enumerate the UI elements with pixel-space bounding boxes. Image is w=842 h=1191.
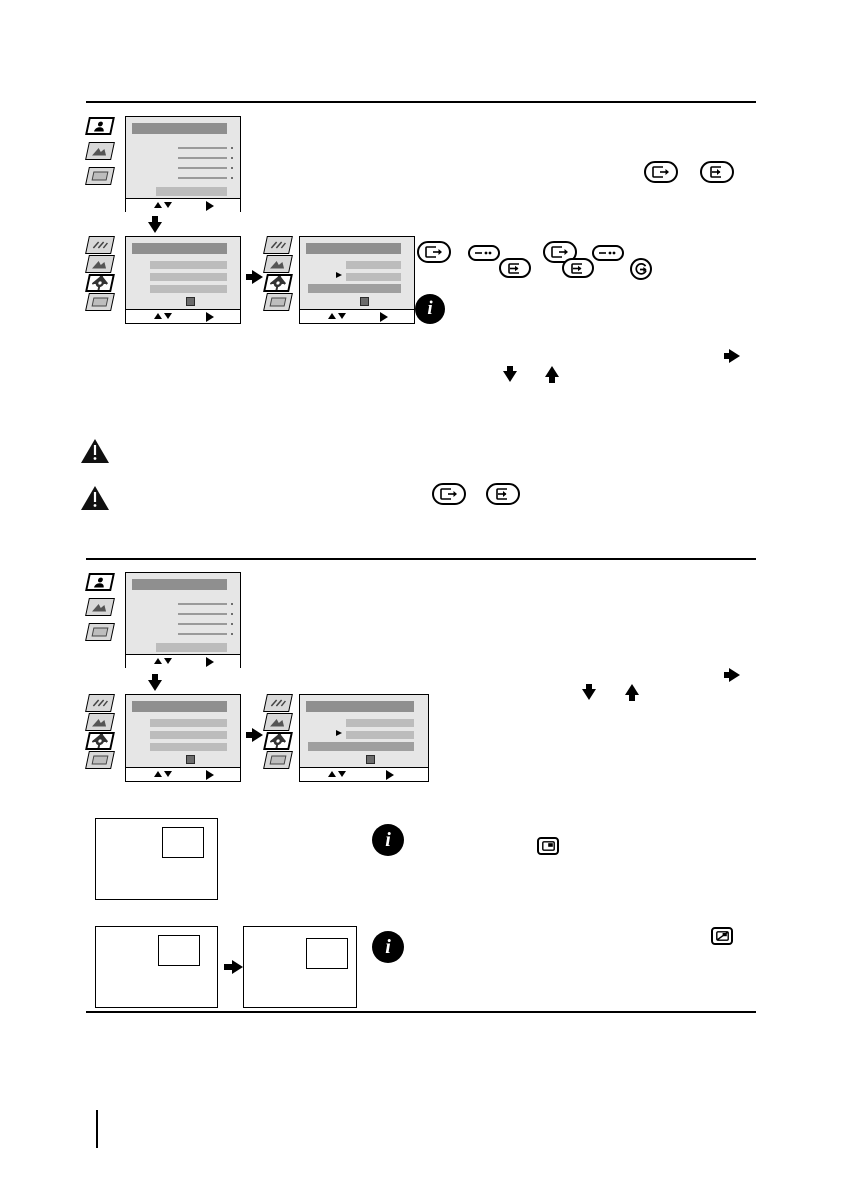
osd-marker	[231, 623, 233, 625]
osd-row	[150, 285, 227, 293]
osd-highlight-row	[308, 284, 401, 293]
person-icon	[88, 575, 113, 589]
nav-down-icon	[164, 313, 172, 319]
gear-icon	[88, 276, 113, 290]
screen-icon	[264, 294, 291, 310]
osd-row	[150, 719, 227, 727]
nav-up-icon	[154, 658, 162, 664]
osd-main-bottom	[125, 572, 241, 668]
nav-right-icon	[206, 657, 214, 667]
osd-row	[346, 273, 401, 281]
note-icon	[86, 599, 113, 615]
tile-b[interactable]	[85, 713, 115, 731]
info-badge-pip: i	[372, 824, 404, 856]
osd-selected-row	[156, 187, 227, 196]
nav-up-icon	[328, 313, 336, 319]
lines-icon	[264, 237, 291, 253]
key-step-1a[interactable]	[417, 241, 451, 263]
nav-down-icon	[164, 202, 172, 208]
info-badge: i	[415, 294, 445, 324]
input-arrow-in-icon	[708, 166, 726, 178]
pip-window	[306, 938, 348, 969]
nav-up-icon	[154, 313, 162, 319]
lines-icon	[264, 695, 291, 711]
tile-picture[interactable]	[85, 117, 115, 135]
tile-sound[interactable]	[85, 598, 115, 616]
info-badge-swap: i	[372, 931, 404, 963]
note-icon	[264, 256, 291, 272]
osd-title-bar	[132, 579, 227, 590]
osd-marker	[231, 603, 233, 605]
screen-icon	[264, 752, 291, 768]
key-step-1b[interactable]	[468, 245, 500, 261]
osd-row	[150, 261, 227, 269]
osd-cursor	[366, 755, 375, 764]
osd-footer	[300, 309, 414, 323]
tile-setup[interactable]	[263, 732, 293, 750]
nav-down-icon	[338, 313, 346, 319]
nav-down-icon	[164, 658, 172, 664]
gear-icon	[88, 734, 113, 748]
pip-swap-icon	[716, 931, 729, 941]
osd-footer	[300, 767, 428, 781]
osd-item-line	[178, 177, 227, 179]
tile-picture[interactable]	[85, 573, 115, 591]
key-step-2d[interactable]	[630, 258, 652, 280]
tile-d[interactable]	[85, 293, 115, 311]
osd-marker	[231, 613, 233, 615]
tile-setup[interactable]	[263, 274, 293, 292]
tile-b[interactable]	[85, 255, 115, 273]
tile-a[interactable]	[85, 236, 115, 254]
osd-item-line	[178, 147, 227, 149]
osd-row	[150, 743, 227, 751]
screen-pip-before	[95, 926, 218, 1008]
key-pip[interactable]	[537, 837, 559, 855]
input-arrow-in-icon	[507, 263, 524, 274]
tile-setup[interactable]	[85, 274, 115, 292]
nav-up-icon	[328, 771, 336, 777]
gear-icon	[266, 734, 291, 748]
menu-dots-icon	[474, 249, 494, 257]
osd-title-bar	[132, 701, 227, 712]
osd-marker	[231, 157, 233, 159]
pip-window-icon	[542, 841, 555, 851]
nav-down-icon	[164, 771, 172, 777]
nav-right-icon	[206, 312, 214, 322]
osd-submenu-right-2	[299, 694, 429, 782]
tile-screen[interactable]	[85, 623, 115, 641]
osd-item-line	[178, 157, 227, 159]
osd-marker	[231, 147, 233, 149]
note-icon	[86, 143, 113, 159]
nav-right-icon	[206, 201, 214, 211]
tile-d[interactable]	[263, 751, 293, 769]
tile-setup[interactable]	[85, 732, 115, 750]
screen-icon	[86, 294, 113, 310]
menu-dots-icon	[598, 249, 618, 257]
osd-item-line	[178, 603, 227, 605]
osd-submenu-right	[299, 236, 415, 324]
osd-pointer-icon	[336, 272, 342, 278]
input-arrow-out-icon	[551, 246, 569, 258]
note-icon	[264, 714, 291, 730]
osd-submenu-left	[125, 236, 241, 324]
osd-footer	[126, 309, 240, 323]
tile-b[interactable]	[263, 713, 293, 731]
nav-right-icon	[380, 312, 388, 322]
osd-item-line	[178, 613, 227, 615]
note-icon	[86, 256, 113, 272]
lines-icon	[86, 695, 113, 711]
power-input-icon	[635, 263, 648, 276]
input-arrow-in-icon	[570, 263, 587, 274]
osd-cursor	[360, 297, 369, 306]
key-caution-a[interactable]	[432, 483, 466, 505]
top-rule	[86, 101, 756, 103]
nav-right-icon	[386, 770, 394, 780]
key-input-select-right[interactable]	[644, 161, 678, 183]
lines-icon	[86, 237, 113, 253]
input-arrow-in-icon	[494, 488, 512, 500]
osd-marker	[231, 167, 233, 169]
osd-title-bar	[306, 243, 401, 254]
osd-footer	[126, 198, 240, 212]
osd-row	[346, 261, 401, 269]
tile-a[interactable]	[85, 694, 115, 712]
osd-marker	[231, 177, 233, 179]
osd-submenu-left-2	[125, 694, 241, 782]
caution-badge-1	[80, 436, 110, 466]
tile-screen[interactable]	[85, 167, 115, 185]
key-step-2b[interactable]	[592, 245, 624, 261]
nav-right-icon	[206, 770, 214, 780]
osd-item-line	[178, 167, 227, 169]
input-arrow-out-icon	[425, 246, 443, 258]
key-step-2c[interactable]	[562, 258, 594, 278]
osd-title-bar	[132, 243, 227, 254]
osd-title-bar	[132, 123, 227, 134]
osd-pointer-icon	[336, 730, 342, 736]
osd-marker	[231, 633, 233, 635]
screen-icon	[86, 624, 113, 640]
osd-footer	[126, 767, 240, 781]
osd-row	[346, 719, 414, 727]
screen-pip-after	[243, 926, 357, 1008]
note-icon	[86, 714, 113, 730]
person-icon	[88, 119, 113, 133]
osd-row	[150, 731, 227, 739]
osd-main-top	[125, 116, 241, 212]
key-swap[interactable]	[711, 927, 733, 945]
osd-item-line	[178, 623, 227, 625]
tile-d[interactable]	[85, 751, 115, 769]
key-input-select[interactable]	[700, 161, 734, 183]
nav-up-icon	[154, 771, 162, 777]
tile-b[interactable]	[263, 255, 293, 273]
osd-selected-row	[156, 643, 227, 652]
input-arrow-out-icon	[652, 166, 670, 178]
screen-icon	[86, 168, 113, 184]
osd-footer	[126, 654, 240, 668]
key-step-1c[interactable]	[499, 258, 531, 278]
screen-pip-single	[95, 818, 218, 900]
osd-row	[346, 731, 414, 739]
pip-window	[162, 827, 204, 858]
gear-icon	[266, 276, 291, 290]
osd-item-line	[178, 633, 227, 635]
osd-row	[150, 273, 227, 281]
tile-d[interactable]	[263, 293, 293, 311]
input-arrow-out-icon	[440, 488, 458, 500]
osd-cursor	[186, 755, 195, 764]
key-caution-b[interactable]	[486, 483, 520, 505]
caution-badge-2	[80, 483, 110, 513]
tile-a[interactable]	[263, 694, 293, 712]
osd-highlight-row	[308, 742, 414, 751]
middle-rule	[86, 558, 756, 560]
nav-up-icon	[154, 202, 162, 208]
nav-down-icon	[338, 771, 346, 777]
pip-window	[158, 935, 200, 966]
tile-a[interactable]	[263, 236, 293, 254]
screen-icon	[86, 752, 113, 768]
page-number-rule	[96, 1110, 98, 1148]
bottom-rule	[86, 1011, 756, 1013]
tile-sound[interactable]	[85, 142, 115, 160]
osd-cursor	[186, 297, 195, 306]
osd-title-bar	[306, 701, 414, 712]
